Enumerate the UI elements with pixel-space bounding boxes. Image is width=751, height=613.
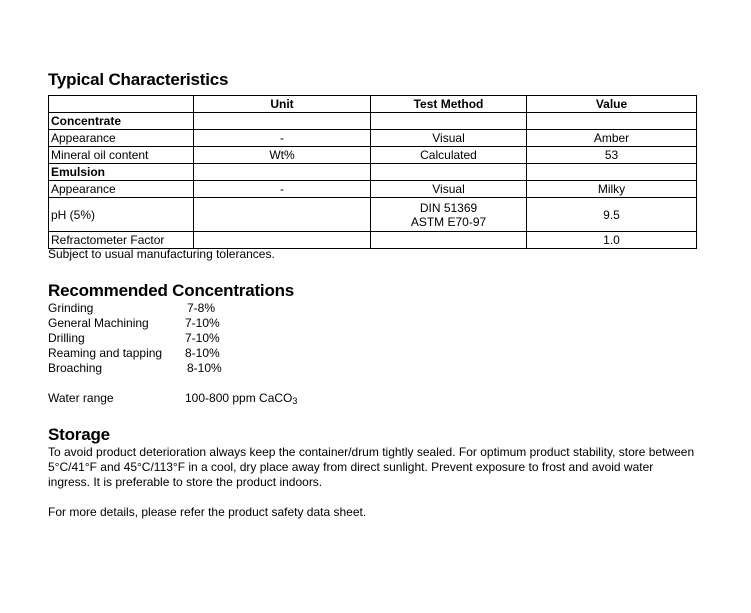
- row-unit: [194, 198, 371, 232]
- row-value: 9.5: [527, 198, 697, 232]
- row-method: Visual: [371, 181, 527, 198]
- concentration-name: General Machining: [48, 316, 149, 330]
- section-row-concentrate: [49, 113, 697, 130]
- row-method-line1: DIN 51369: [419, 200, 478, 215]
- typical-characteristics-heading: Typical Characteristics: [48, 70, 229, 89]
- row-unit: -: [194, 130, 371, 147]
- recommended-concentrations-heading: Recommended Concentrations: [48, 281, 295, 300]
- row-unit: Wt%: [194, 147, 371, 164]
- table-row: [49, 232, 697, 249]
- row-method: [371, 198, 527, 232]
- concentration-name: Drilling: [48, 331, 85, 345]
- tolerance-note: Subject to usual manufacturing tolerances.: [48, 247, 275, 261]
- row-value: 53: [527, 147, 697, 164]
- water-range-label: Water range: [48, 391, 114, 405]
- row-unit: -: [194, 181, 371, 198]
- table-row: [49, 181, 697, 198]
- table-header-row: [49, 96, 697, 113]
- storage-paragraph: To avoid product deterioration always keep the container/drum tightly sealed. For optimum product stability, store between 5°C/41°F and 45°C/113°F in a cool, dry place away from direct sunlight. Prevent exposure to frost and avoid water ingress. It is preferable to store the product indoors.: [48, 445, 695, 489]
- table-row: [49, 130, 697, 147]
- table-row: [49, 198, 697, 232]
- storage-heading: Storage: [48, 425, 110, 444]
- row-unit: [194, 232, 371, 249]
- safety-data-sheet-note: For more details, please refer the product safety data sheet.: [48, 505, 367, 519]
- header-unit: Unit: [194, 96, 371, 113]
- row-label: Refractometer Factor: [49, 232, 194, 249]
- concentration-value: 7-10%: [185, 316, 220, 330]
- water-range-subscript: 3: [292, 396, 298, 406]
- header-value: Value: [527, 96, 697, 113]
- row-method-line2: ASTM E70-97: [410, 214, 487, 229]
- header-blank: [49, 96, 194, 113]
- row-method: Visual: [371, 130, 527, 147]
- row-value: Milky: [527, 181, 697, 198]
- row-value: Amber: [527, 130, 697, 147]
- concentration-value: 7-8%: [187, 301, 216, 315]
- row-value: 1.0: [527, 232, 697, 249]
- concentration-name: Broaching: [48, 361, 103, 375]
- concentration-name: Grinding: [48, 301, 94, 315]
- row-method: Calculated: [371, 147, 527, 164]
- row-label: Appearance: [49, 181, 194, 198]
- section-label-concentrate: Concentrate: [49, 113, 194, 130]
- water-range-value: [185, 391, 297, 406]
- concentration-name: Reaming and tapping: [48, 346, 163, 360]
- table-row: [49, 147, 697, 164]
- water-range-text: 100-800 ppm CaCO: [185, 391, 293, 405]
- row-label: Appearance: [49, 130, 194, 147]
- concentration-value: 8-10%: [185, 346, 220, 360]
- concentration-value: 7-10%: [185, 331, 220, 345]
- header-test-method: Test Method: [371, 96, 527, 113]
- row-label: pH (5%): [49, 198, 194, 232]
- characteristics-table: [48, 95, 697, 249]
- section-label-emulsion: Emulsion: [49, 164, 194, 181]
- row-method: [371, 232, 527, 249]
- section-row-emulsion: [49, 164, 697, 181]
- row-label: Mineral oil content: [49, 147, 194, 164]
- concentration-value: 8-10%: [187, 361, 222, 375]
